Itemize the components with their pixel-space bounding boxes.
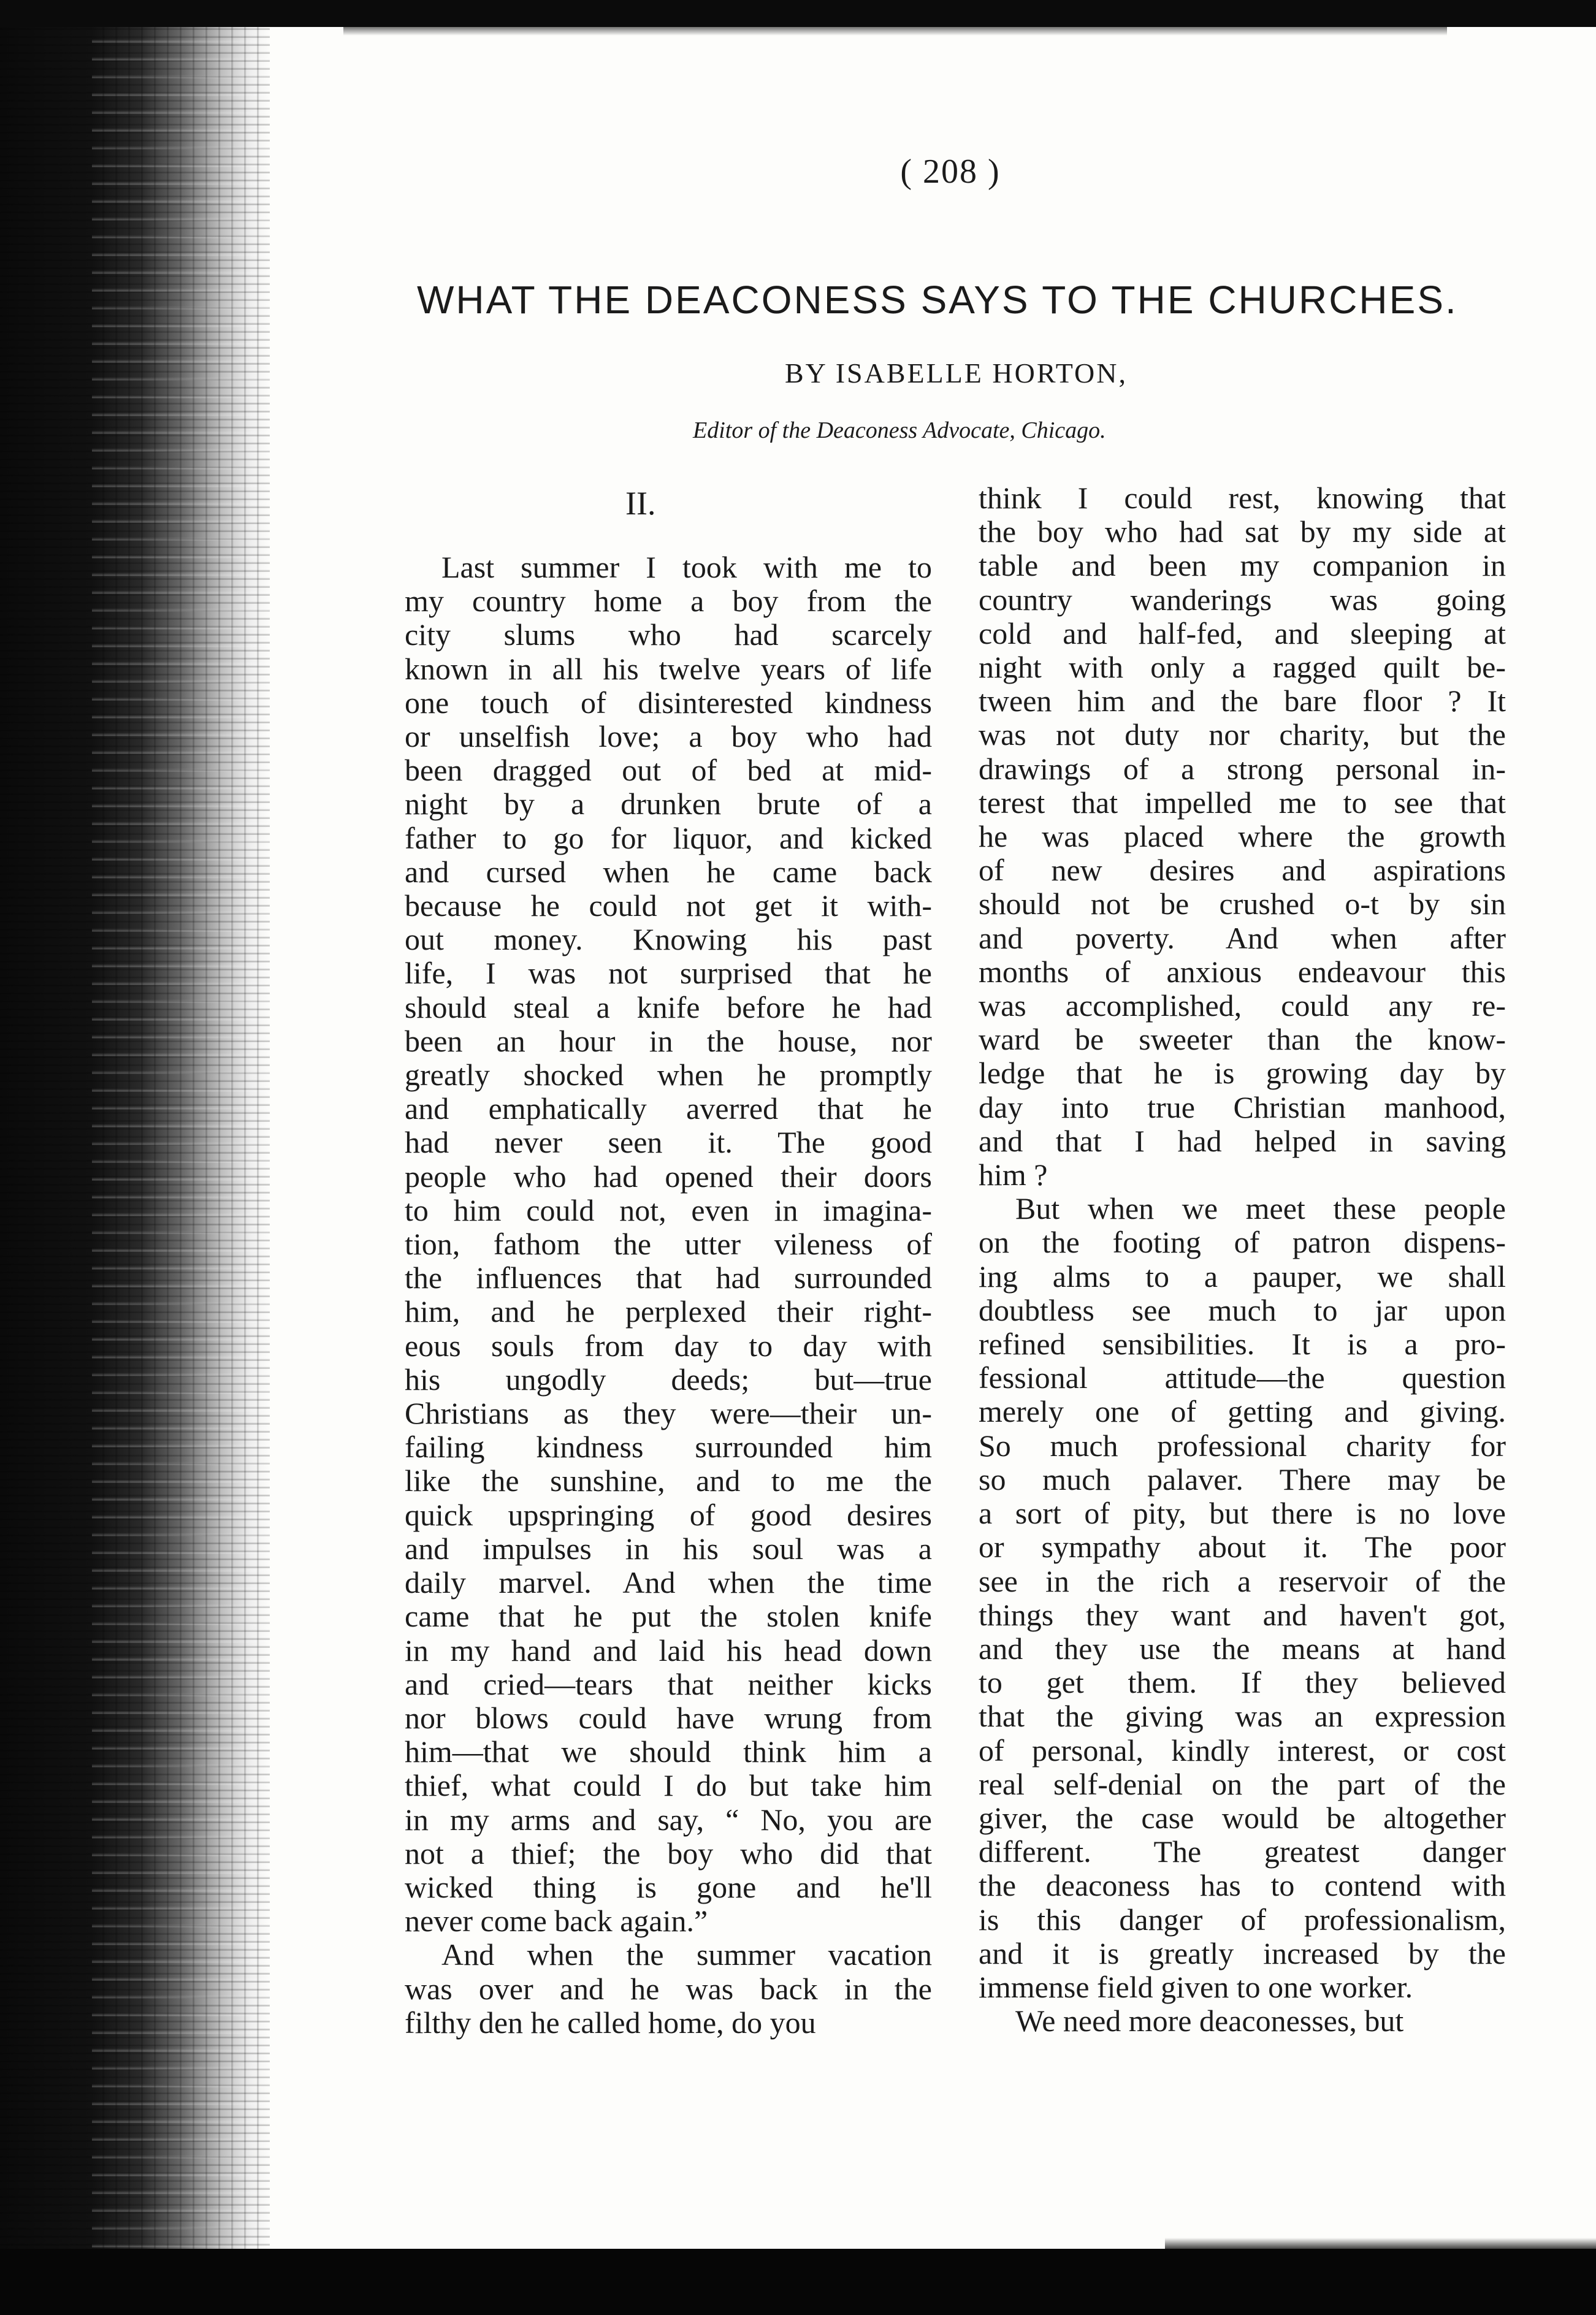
text-line: on the footing of patron dispens- bbox=[979, 1226, 1506, 1260]
text-line: of personal, kindly interest, or cost bbox=[979, 1733, 1506, 1768]
text-line: months of anxious endeavour this bbox=[979, 955, 1506, 989]
text-line: So much professional charity for bbox=[979, 1428, 1506, 1463]
text-line: quick upspringing of good desires bbox=[405, 1498, 932, 1532]
text-line: immense field given to one worker. bbox=[979, 1970, 1413, 2004]
text-line: country wanderings was going bbox=[979, 582, 1506, 617]
text-line: people who had opened their doors bbox=[405, 1159, 932, 1194]
text-line: him—that we should think him a bbox=[405, 1735, 932, 1769]
text-line: And when the summer vacation bbox=[441, 1938, 932, 1972]
text-line: like the sunshine, and to me the bbox=[405, 1464, 932, 1498]
author-affiliation: Editor of the Deaconess Advocate, Chicago. bbox=[693, 418, 1106, 443]
left-text-column bbox=[405, 551, 932, 2040]
text-line: out money. Knowing his past bbox=[405, 923, 932, 957]
text-line: him ? bbox=[979, 1158, 1048, 1192]
text-line: city slums who had scarcely bbox=[405, 618, 932, 652]
text-line: ing alms to a pauper, we shall bbox=[979, 1259, 1506, 1294]
text-line: in my hand and laid his head down bbox=[405, 1633, 932, 1668]
text-line: fessional attitude—the question bbox=[979, 1361, 1506, 1395]
article-title: WHAT THE DEACONESS SAYS TO THE CHURCHES. bbox=[417, 278, 1458, 322]
text-line: day into true Christian manhood, bbox=[979, 1090, 1506, 1124]
paragraph bbox=[405, 1938, 932, 2040]
text-line: and impulses in his soul was a bbox=[405, 1531, 932, 1566]
text-line: We need more deaconesses, but bbox=[1015, 2004, 1404, 2038]
right-text-column bbox=[979, 481, 1506, 2038]
text-line: or unselfish love; a boy who had bbox=[405, 720, 932, 754]
text-line: because he could not get it with- bbox=[405, 889, 932, 923]
text-line: the deaconess has to contend with bbox=[979, 1869, 1506, 1903]
text-line: tion, fathom the utter vileness of bbox=[405, 1227, 932, 1262]
text-line: Christians as they were—their un- bbox=[405, 1397, 932, 1431]
text-line: been an hour in the house, nor bbox=[405, 1024, 932, 1058]
paragraph bbox=[405, 551, 932, 1938]
text-line: of new desires and aspirations bbox=[979, 853, 1506, 888]
text-line: so much palaver. There may be bbox=[979, 1462, 1506, 1497]
text-line: eous souls from day to day with bbox=[405, 1329, 932, 1363]
text-line: that the giving was an expression bbox=[979, 1699, 1506, 1734]
text-line: thief, what could I do but take him bbox=[405, 1769, 932, 1803]
text-line: one touch of disinterested kindness bbox=[405, 685, 932, 720]
text-line: wicked thing is gone and he'll bbox=[405, 1870, 932, 1904]
text-line: was over and he was back in the bbox=[405, 1972, 932, 2006]
section-numeral: II. bbox=[625, 485, 656, 522]
text-line: had never seen it. The good bbox=[405, 1126, 932, 1160]
text-line: failing kindness surrounded him bbox=[405, 1430, 932, 1465]
paragraph bbox=[979, 1192, 1506, 2004]
text-line: greatly shocked when he promptly bbox=[405, 1058, 932, 1093]
text-line: he was placed where the growth bbox=[979, 820, 1506, 854]
text-line: not a thief; the boy who did that bbox=[405, 1836, 932, 1871]
text-line: the influences that had surrounded bbox=[405, 1261, 932, 1295]
text-line: known in all his twelve years of life bbox=[405, 652, 932, 686]
text-line: things they want and haven't got, bbox=[979, 1598, 1506, 1632]
text-line: daily marvel. And when the time bbox=[405, 1566, 932, 1600]
binding-texture bbox=[92, 0, 270, 2315]
text-line: him, and he perplexed their right- bbox=[405, 1295, 932, 1329]
bottom-scan-border bbox=[0, 2249, 1596, 2315]
paragraph bbox=[979, 481, 1506, 1192]
text-line: ward be sweeter than the know- bbox=[979, 1023, 1506, 1057]
text-line: night by a drunken brute of a bbox=[405, 787, 932, 822]
top-scan-shadow bbox=[343, 27, 1447, 36]
text-line: in my arms and say, “ No, you are bbox=[405, 1802, 932, 1837]
text-line: was accomplished, could any re- bbox=[979, 989, 1506, 1023]
text-line: should steal a knife before he had bbox=[405, 990, 932, 1024]
text-line: and they use the means at hand bbox=[979, 1631, 1506, 1666]
text-line: been dragged out of bed at mid- bbox=[405, 753, 932, 788]
text-line: table and been my companion in bbox=[979, 549, 1506, 583]
text-line: ledge that he is growing day by bbox=[979, 1056, 1506, 1091]
text-line: real self-denial on the part of the bbox=[979, 1767, 1506, 1801]
text-line: my country home a boy from the bbox=[405, 584, 932, 619]
text-line: doubtless see much to jar upon bbox=[979, 1293, 1506, 1327]
text-line: father to go for liquor, and kicked bbox=[405, 821, 932, 855]
text-line: and poverty. And when after bbox=[979, 921, 1506, 955]
author-byline: BY ISABELLE HORTON, bbox=[785, 357, 1128, 389]
text-line: and cried—tears that neither kicks bbox=[405, 1667, 932, 1701]
text-line: is this danger of professionalism, bbox=[979, 1902, 1506, 1937]
paragraph bbox=[979, 2004, 1506, 2038]
text-line: giver, the case would be altogether bbox=[979, 1801, 1506, 1835]
text-line: and emphatically averred that he bbox=[405, 1092, 932, 1126]
text-line: filthy den he called home, do you bbox=[405, 2005, 816, 2040]
text-line: or sympathy about it. The poor bbox=[979, 1530, 1506, 1565]
text-line: and that I had helped in saving bbox=[979, 1124, 1506, 1158]
text-line: should not be crushed o-t by sin bbox=[979, 887, 1506, 921]
text-line: the boy who had sat by my side at bbox=[979, 515, 1506, 549]
text-line: and it is greatly increased by the bbox=[979, 1936, 1506, 1970]
text-line: life, I was not surprised that he bbox=[405, 956, 932, 991]
text-line: terest that impelled me to see that bbox=[979, 785, 1506, 820]
text-line: never come back again.” bbox=[405, 1904, 708, 1939]
text-line: merely one of getting and giving. bbox=[979, 1395, 1506, 1429]
text-line: a sort of pity, but there is no love bbox=[979, 1497, 1506, 1531]
text-line: was not duty nor charity, but the bbox=[979, 718, 1506, 752]
text-line: see in the rich a reservoir of the bbox=[979, 1564, 1506, 1598]
text-line: his ungodly deeds; but—true bbox=[405, 1362, 932, 1397]
text-line: refined sensibilities. It is a pro- bbox=[979, 1327, 1506, 1362]
text-line: tween him and the bare floor ? It bbox=[979, 684, 1506, 719]
text-line: Last summer I took with me to bbox=[441, 551, 932, 584]
text-line: night with only a ragged quilt be- bbox=[979, 650, 1506, 685]
text-line: to him could not, even in imagina- bbox=[405, 1193, 932, 1227]
text-line: cold and half-fed, and sleeping at bbox=[979, 616, 1506, 650]
text-line: think I could rest, knowing that bbox=[979, 481, 1506, 515]
text-line: came that he put the stolen knife bbox=[405, 1600, 932, 1634]
text-line: and cursed when he came back bbox=[405, 855, 932, 889]
text-line: to get them. If they believed bbox=[979, 1666, 1506, 1700]
text-line: different. The greatest danger bbox=[979, 1835, 1506, 1869]
text-line: nor blows could have wrung from bbox=[405, 1701, 932, 1735]
page-number: ( 208 ) bbox=[900, 153, 1001, 191]
text-line: drawings of a strong personal in- bbox=[979, 752, 1506, 786]
top-scan-border bbox=[0, 0, 1596, 27]
text-line: But when we meet these people bbox=[1015, 1192, 1506, 1226]
